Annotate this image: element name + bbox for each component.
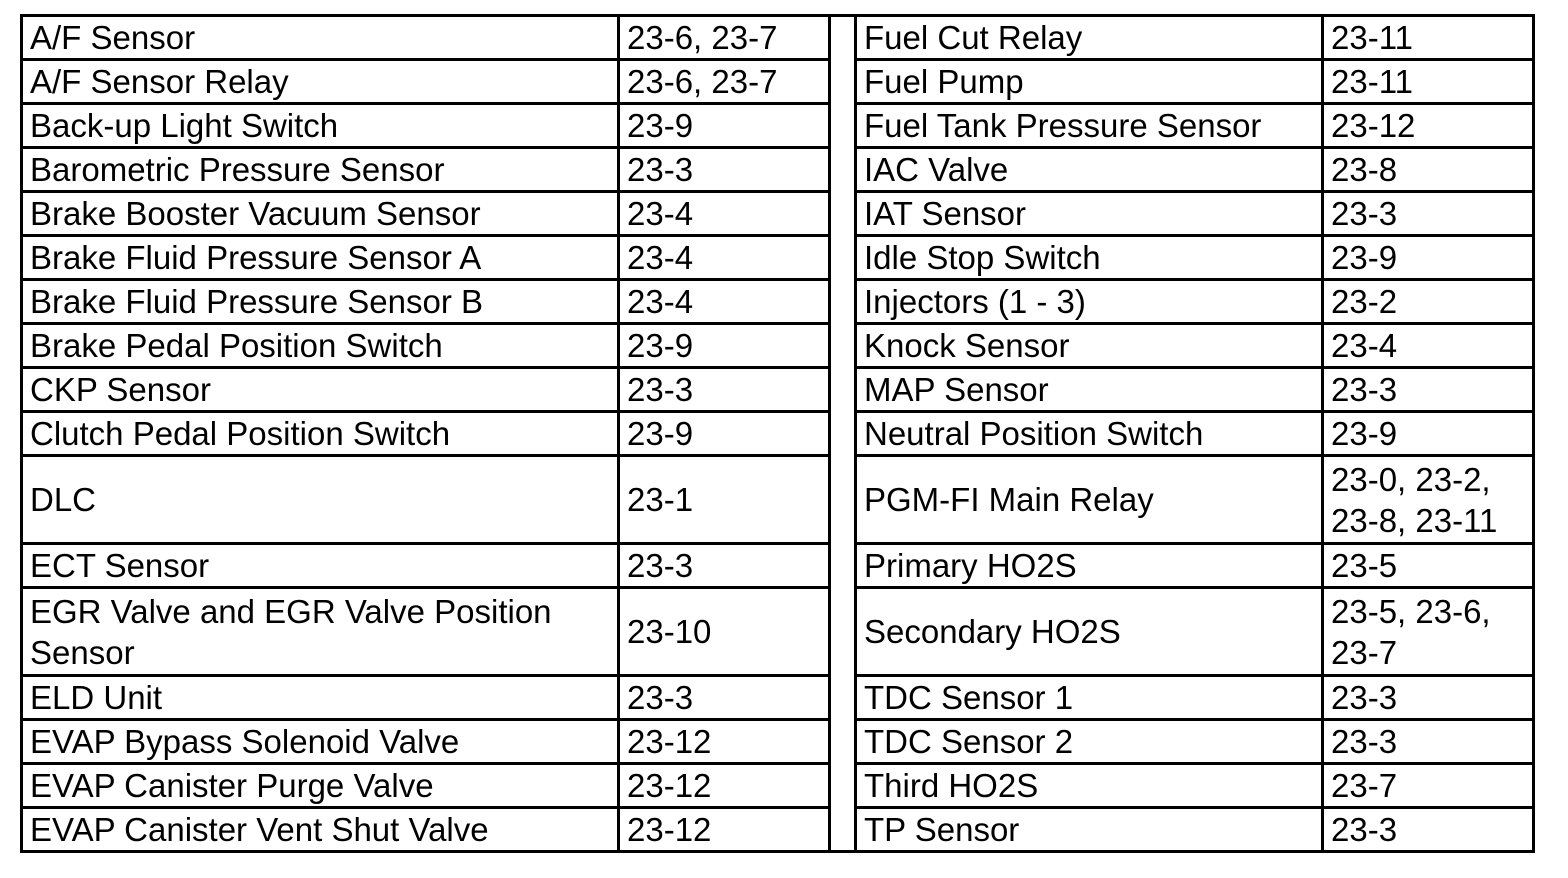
left-component-name: EGR Valve and EGR Valve Position Sensor xyxy=(22,588,619,676)
right-component-name: TP Sensor xyxy=(856,808,1323,852)
right-page-ref: 23-3 xyxy=(1323,720,1534,764)
left-page-ref: 23-9 xyxy=(619,412,830,456)
left-page-ref: 23-12 xyxy=(619,764,830,808)
left-page-ref: 23-3 xyxy=(619,676,830,720)
left-component-name: A/F Sensor xyxy=(22,16,619,60)
left-component-name: Barometric Pressure Sensor xyxy=(22,148,619,192)
left-component-name: A/F Sensor Relay xyxy=(22,60,619,104)
right-component-name: Fuel Cut Relay xyxy=(856,16,1323,60)
right-component-name: TDC Sensor 2 xyxy=(856,720,1323,764)
right-component-name: IAC Valve xyxy=(856,148,1323,192)
right-component-name: Fuel Pump xyxy=(856,60,1323,104)
left-component-name: Brake Booster Vacuum Sensor xyxy=(22,192,619,236)
right-component-name: Neutral Position Switch xyxy=(856,412,1323,456)
left-component-name: ELD Unit xyxy=(22,676,619,720)
right-component-name: IAT Sensor xyxy=(856,192,1323,236)
left-page-ref: 23-4 xyxy=(619,192,830,236)
left-page-ref: 23-3 xyxy=(619,368,830,412)
table-row xyxy=(22,588,1534,676)
right-page-ref: 23-2 xyxy=(1323,280,1534,324)
left-page-ref: 23-1 xyxy=(619,456,830,544)
left-page-ref: 23-12 xyxy=(619,720,830,764)
table-row xyxy=(22,676,1534,720)
left-page-ref: 23-4 xyxy=(619,280,830,324)
right-component-name: PGM-FI Main Relay xyxy=(856,456,1323,544)
left-page-ref: 23-9 xyxy=(619,104,830,148)
left-page-ref: 23-6, 23-7 xyxy=(619,16,830,60)
right-page-ref: 23-3 xyxy=(1323,808,1534,852)
right-component-name: Knock Sensor xyxy=(856,324,1323,368)
table-row xyxy=(22,764,1534,808)
right-page-ref: 23-3 xyxy=(1323,368,1534,412)
left-page-ref: 23-10 xyxy=(619,588,830,676)
left-component-name: EVAP Canister Vent Shut Valve xyxy=(22,808,619,852)
left-page-ref: 23-12 xyxy=(619,808,830,852)
table-row xyxy=(22,720,1534,764)
left-component-name: Brake Fluid Pressure Sensor B xyxy=(22,280,619,324)
left-component-name: ECT Sensor xyxy=(22,544,619,588)
right-page-ref: 23-8 xyxy=(1323,148,1534,192)
right-page-ref: 23-5 xyxy=(1323,544,1534,588)
right-page-ref: 23-9 xyxy=(1323,236,1534,280)
left-component-name: Clutch Pedal Position Switch xyxy=(22,412,619,456)
table-row xyxy=(22,412,1534,456)
left-component-name: EVAP Bypass Solenoid Valve xyxy=(22,720,619,764)
left-component-name: DLC xyxy=(22,456,619,544)
left-component-name: Brake Fluid Pressure Sensor A xyxy=(22,236,619,280)
table-row xyxy=(22,236,1534,280)
right-page-ref: 23-9 xyxy=(1323,412,1534,456)
right-component-name: Primary HO2S xyxy=(856,544,1323,588)
right-component-name: Fuel Tank Pressure Sensor xyxy=(856,104,1323,148)
left-page-ref: 23-4 xyxy=(619,236,830,280)
table-row xyxy=(22,808,1534,852)
table-row xyxy=(22,148,1534,192)
left-page-ref: 23-3 xyxy=(619,544,830,588)
left-page-ref: 23-6, 23-7 xyxy=(619,60,830,104)
right-page-ref: 23-5, 23-6, 23-7 xyxy=(1323,588,1534,676)
table-row xyxy=(22,368,1534,412)
right-component-name: Third HO2S xyxy=(856,764,1323,808)
right-component-name: Injectors (1 - 3) xyxy=(856,280,1323,324)
right-page-ref: 23-3 xyxy=(1323,676,1534,720)
right-component-name: MAP Sensor xyxy=(856,368,1323,412)
left-component-name: Brake Pedal Position Switch xyxy=(22,324,619,368)
right-page-ref: 23-4 xyxy=(1323,324,1534,368)
right-page-ref: 23-12 xyxy=(1323,104,1534,148)
right-page-ref: 23-11 xyxy=(1323,16,1534,60)
table-row xyxy=(22,456,1534,544)
component-page-index-table xyxy=(20,14,1535,853)
table-row xyxy=(22,324,1534,368)
right-page-ref: 23-7 xyxy=(1323,764,1534,808)
left-component-name: EVAP Canister Purge Valve xyxy=(22,764,619,808)
left-page-ref: 23-9 xyxy=(619,324,830,368)
table-row xyxy=(22,280,1534,324)
right-component-name: TDC Sensor 1 xyxy=(856,676,1323,720)
left-page-ref: 23-3 xyxy=(619,148,830,192)
left-component-name: Back-up Light Switch xyxy=(22,104,619,148)
column-gap xyxy=(830,16,856,852)
table-row xyxy=(22,192,1534,236)
table-row xyxy=(22,60,1534,104)
right-page-ref: 23-11 xyxy=(1323,60,1534,104)
right-component-name: Secondary HO2S xyxy=(856,588,1323,676)
table-row xyxy=(22,104,1534,148)
right-page-ref: 23-0, 23-2, 23-8, 23-11 xyxy=(1323,456,1534,544)
left-component-name: CKP Sensor xyxy=(22,368,619,412)
table-row xyxy=(22,16,1534,60)
table-body xyxy=(22,16,1534,852)
right-page-ref: 23-3 xyxy=(1323,192,1534,236)
table-row xyxy=(22,544,1534,588)
right-component-name: Idle Stop Switch xyxy=(856,236,1323,280)
